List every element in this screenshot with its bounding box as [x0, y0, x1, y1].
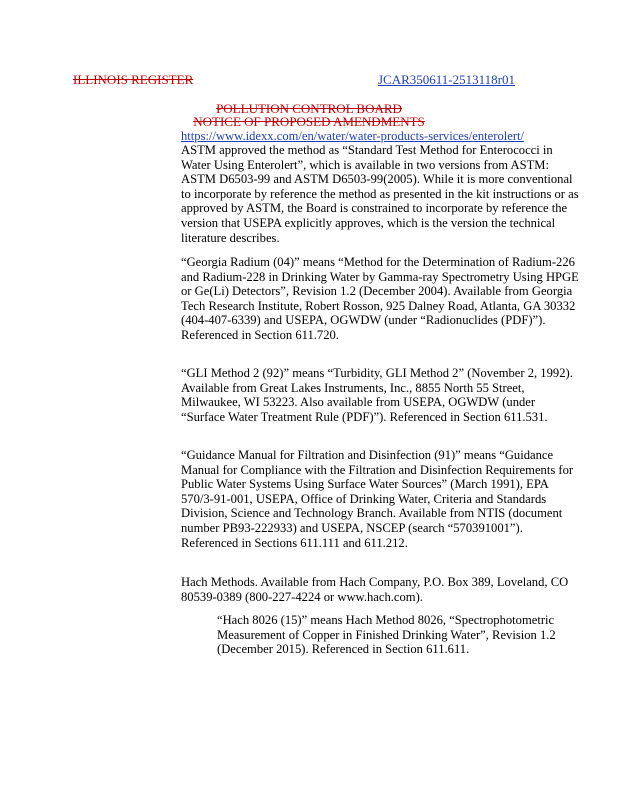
hach-methods-text: Hach Methods. Available from Hach Company, P.O. Box 389, Loveland, CO 80539-0389 (800-227-4224 or www.hach.com).: [181, 575, 569, 604]
notice-title: NOTICE OF PROPOSED AMENDMENTS: [193, 114, 425, 129]
hach-8026-paragraph: [217, 613, 579, 657]
register-header: ILLINOIS REGISTER: [73, 72, 194, 87]
jcar-code: JCAR350611-2513118r01: [378, 72, 515, 87]
astm-paragraph: [181, 143, 581, 245]
astm-paragraph-text: ASTM approved the method as “Standard Test Method for Enterococci in Water Using Enterolert”, which is available in two versions from ASTM: ASTM D6503-99 and ASTM D6503-99(2005). While it is more conventional to incorporate by reference the method as presented in the kit instructions or as approved by ASTM, the Board is constrained to incorporate by reference the version that USEPA explicitly approves, which is the version the technical literature describes.: [181, 143, 579, 245]
guidance-manual-text: “Guidance Manual for Filtration and Disinfection (91)” means “Guidance Manual for Compliance with the Filtration and Disinfection Requirements for Public Water Systems Using Surface Water Sources” (March 1991), EPA 570/3-91-001, USEPA, Office of Drinking Water, Criteria and Standards Division, Science and Technology Branch. Available from NTIS (document number PB93-222933) and USEPA, NSCEP (search “570391001”). Referenced in Sections 611.111 and 611.212.: [181, 448, 574, 550]
hach-8026-text: “Hach 8026 (15)” means Hach Method 8026, “Spectrophotometric Measurement of Copper in Finished Drinking Water”, Revision 1.2 (December 2015). Referenced in Section 611.611.: [217, 613, 556, 657]
hach-methods-paragraph: [181, 575, 581, 604]
georgia-radium-paragraph: [181, 255, 581, 343]
board-title: POLLUTION CONTROL BOARD: [216, 101, 402, 116]
georgia-radium-text: “Georgia Radium (04)” means “Method for the Determination of Radium-226 and Radium-228 in Drinking Water by Gamma-ray Spectrometry Using HPGE or Ge(Li) Detectors”, Revision 1.2 (December 2004). Available from Georgia Tech Research Institute, Robert Rosson, 925 Dalney Road, Atlanta, GA 30332 (404-407-6339) and USEPA, OGWDW (under “Radionuclides (PDF)”). Referenced in Section 611.720.: [181, 255, 579, 342]
gli-method-text: “GLI Method 2 (92)” means “Turbidity, GLI Method 2” (November 2, 1992). Available from Great Lakes Instruments, Inc., 8855 North 55 Street, Milwaukee, WI 53223. Also available from USEPA, OGWDW (under “Surface Water Treatment Rule (PDF)”). Referenced in Section 611.531.: [181, 366, 573, 424]
guidance-manual-paragraph: [181, 448, 581, 550]
gli-method-paragraph: [181, 366, 581, 424]
enterolert-url[interactable]: https://www.idexx.com/en/water/water-products-services/enterolert/: [181, 129, 525, 143]
